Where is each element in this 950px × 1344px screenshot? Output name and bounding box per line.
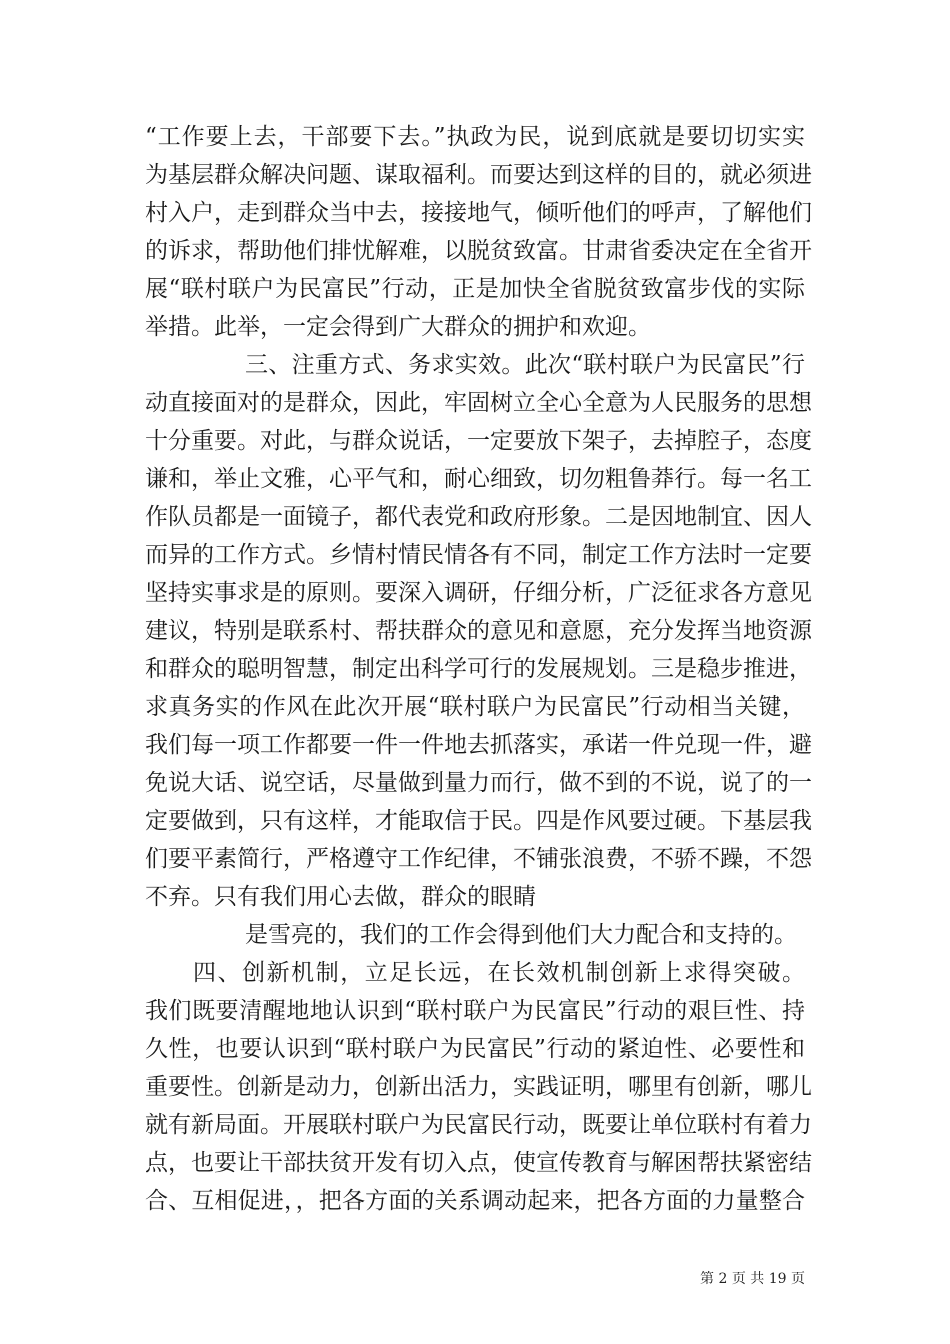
text-line: 是雪亮的，我们的工作会得到他们大力配合和支持的。 (245, 922, 797, 948)
text-line: 谦和，举止文雅，心平气和，耐心细致，切勿粗鲁莽行。每一名工 (145, 466, 812, 492)
text-line: 我们既要清醒地地认识到“联村联户为民富民”行动的艰巨性、持 (145, 998, 805, 1024)
text-line: 点，也要让干部扶贫开发有切入点，使宣传教育与解困帮扶紧密结 (145, 1150, 812, 1176)
text-line: 就有新局面。开展联村联户为民富民行动，既要让单位联村有着力 (145, 1112, 812, 1138)
text-line: 不弃。只有我们用心去做，群众的眼睛 (145, 884, 536, 910)
text-line: 为基层群众解决问题、谋取福利。而要达到这样的目的，就必须进 (145, 162, 812, 188)
text-line: 坚持实事求是的原则。要深入调研，仔细分析，广泛征求各方意见 (145, 580, 812, 606)
text-line: “工作要上去，干部要下去。”执政为民，说到底就是要切切实实 (145, 124, 805, 150)
text-line: 求真务实的作风在此次开展“联村联户为民富民”行动相当关键， (145, 694, 805, 720)
text-line: 免说大话、说空话，尽量做到量力而行，做不到的不说，说了的一 (145, 770, 812, 796)
text-line: 十分重要。对此，与群众说话，一定要放下架子，去掉腔子，态度 (145, 428, 812, 454)
text-line: 动直接面对的是群众，因此，牢固树立全心全意为人民服务的思想 (145, 390, 812, 416)
page-number-footer: 第 2 页 共 19 页 (700, 1271, 805, 1287)
text-line: 作队员都是一面镜子，都代表党和政府形象。二是因地制宜、因人 (145, 504, 812, 530)
text-line: 而异的工作方式。乡情村情民情各有不同，制定工作方法时一定要 (145, 542, 812, 568)
text-line: 我们每一项工作都要一件一件地去抓落实，承诺一件兑现一件，避 (145, 732, 812, 758)
text-line: 定要做到，只有这样，才能取信于民。四是作风要过硬。下基层我 (145, 808, 812, 834)
text-line: 和群众的聪明智慧，制定出科学可行的发展规划。三是稳步推进， (145, 656, 812, 682)
text-line: 建议，特别是联系村、帮扶群众的意见和意愿，充分发挥当地资源 (145, 618, 812, 644)
text-line: 久性，也要认识到“联村联户为民富民”行动的紧迫性、必要性和 (145, 1036, 805, 1062)
section-heading-4: 四、创新机制，立足长远，在长效机制创新上求得突破。 (193, 960, 805, 986)
text-line: 合、互相促进，，把各方面的关系调动起来，把各方面的力量整合 (145, 1188, 805, 1214)
text-line: 的诉求，帮助他们排忧解难，以脱贫致富。甘肃省委决定在全省开 (145, 238, 812, 264)
section-heading-3: 三、注重方式、务求实效。此次“联村联户为民富民”行 (245, 352, 805, 378)
text-line: 展“联村联户为民富民”行动，正是加快全省脱贫致富步伐的实际 (145, 276, 805, 302)
text-line: 们要平素简行，严格遵守工作纪律，不铺张浪费，不骄不躁，不怨 (145, 846, 812, 872)
text-line: 村入户，走到群众当中去，接接地气，倾听他们的呼声，了解他们 (145, 200, 812, 226)
text-line: 重要性。创新是动力，创新出活力，实践证明，哪里有创新，哪儿 (145, 1074, 812, 1100)
text-line: 举措。此举，一定会得到广大群众的拥护和欢迎。 (145, 314, 651, 340)
